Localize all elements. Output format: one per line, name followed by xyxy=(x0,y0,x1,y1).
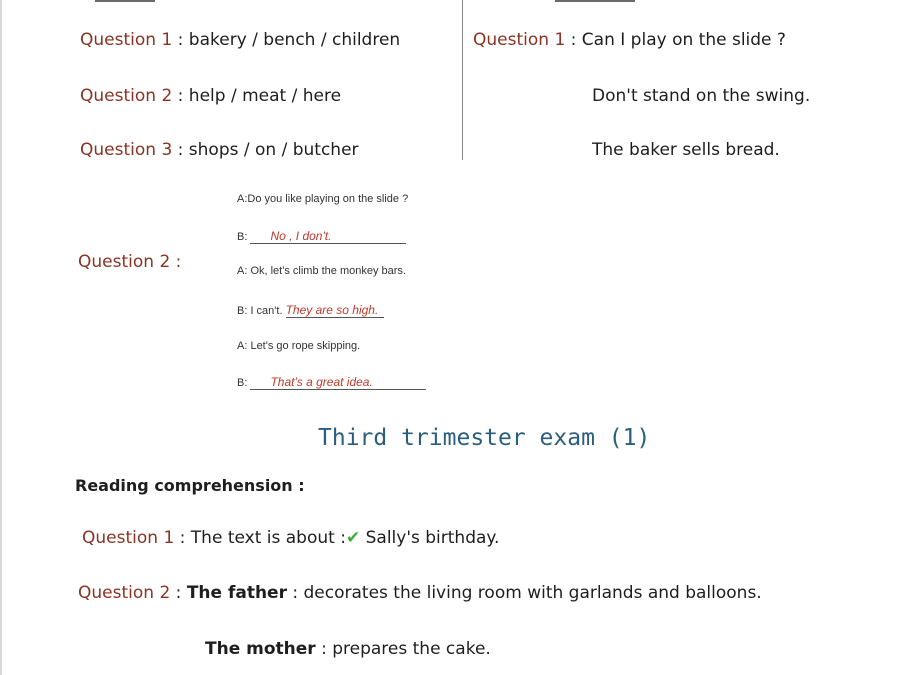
question-label: Question 1 xyxy=(80,30,173,50)
top-right-line-2: Don't stand on the swing. xyxy=(592,86,811,106)
top-left-question-3 xyxy=(80,140,359,160)
question-text: : help / meat / here xyxy=(172,86,342,106)
question-label: Question 1 xyxy=(82,528,175,548)
reading-question-2-mother xyxy=(205,639,491,659)
speaker-prefix: B: xyxy=(237,377,251,389)
column-divider xyxy=(462,0,463,160)
speaker-prefix: B: I can't. xyxy=(237,305,286,317)
father-label: The father xyxy=(186,583,287,603)
question-label: Question 1 xyxy=(473,30,566,50)
speaker-prefix: B: xyxy=(237,231,251,243)
answer-text: They are so high. xyxy=(286,303,385,318)
question-text: : shops / on / butcher xyxy=(172,140,359,160)
mother-text: : prepares the cake. xyxy=(315,639,491,659)
answer-text: That's a great idea. xyxy=(250,375,426,390)
answer-text: Sally's birthday. xyxy=(360,528,500,548)
question-text: : bakery / bench / children xyxy=(172,30,401,50)
dialogue-line-2 xyxy=(237,229,406,244)
question-label: Question 3 xyxy=(80,140,173,160)
dialogue-line-4 xyxy=(237,303,384,318)
dialogue-line-3: A: Ok, let's climb the monkey bars. xyxy=(237,265,406,277)
mother-label: The mother xyxy=(205,639,316,659)
question-text: : Can I play on the slide ? xyxy=(565,30,786,50)
question-label: Question 2 xyxy=(78,583,171,603)
father-text: : decorates the living room with garlands and balloons. xyxy=(286,583,762,603)
top-left-question-2 xyxy=(80,86,341,106)
top-right-line-3: The baker sells bread. xyxy=(592,140,780,160)
dialogue-question-label: Question 2 : xyxy=(78,252,182,272)
top-rule-right xyxy=(555,0,635,2)
page-left-edge xyxy=(0,0,2,675)
question-label: Question 2 xyxy=(80,86,173,106)
exam-title: Third trimester exam (1) xyxy=(318,425,651,451)
answer-text: No , I don't. xyxy=(250,229,406,244)
reading-question-2: Question 2 : The father : decorates the living room with garlands and balloons. xyxy=(78,583,762,603)
reading-heading: Reading comprehension : xyxy=(75,476,305,495)
question-text: : The text is about : xyxy=(174,528,346,548)
dialogue-line-6 xyxy=(237,375,426,390)
dialogue-line-1: A:Do you like playing on the slide ? xyxy=(237,193,409,205)
dialogue-line-5: A: Let's go rope skipping. xyxy=(237,340,361,352)
check-icon: ✔ xyxy=(345,528,361,548)
top-rule-left xyxy=(95,0,155,2)
reading-question-1 xyxy=(82,528,499,548)
top-left-question-1 xyxy=(80,30,400,50)
top-right-question-1 xyxy=(473,30,786,50)
